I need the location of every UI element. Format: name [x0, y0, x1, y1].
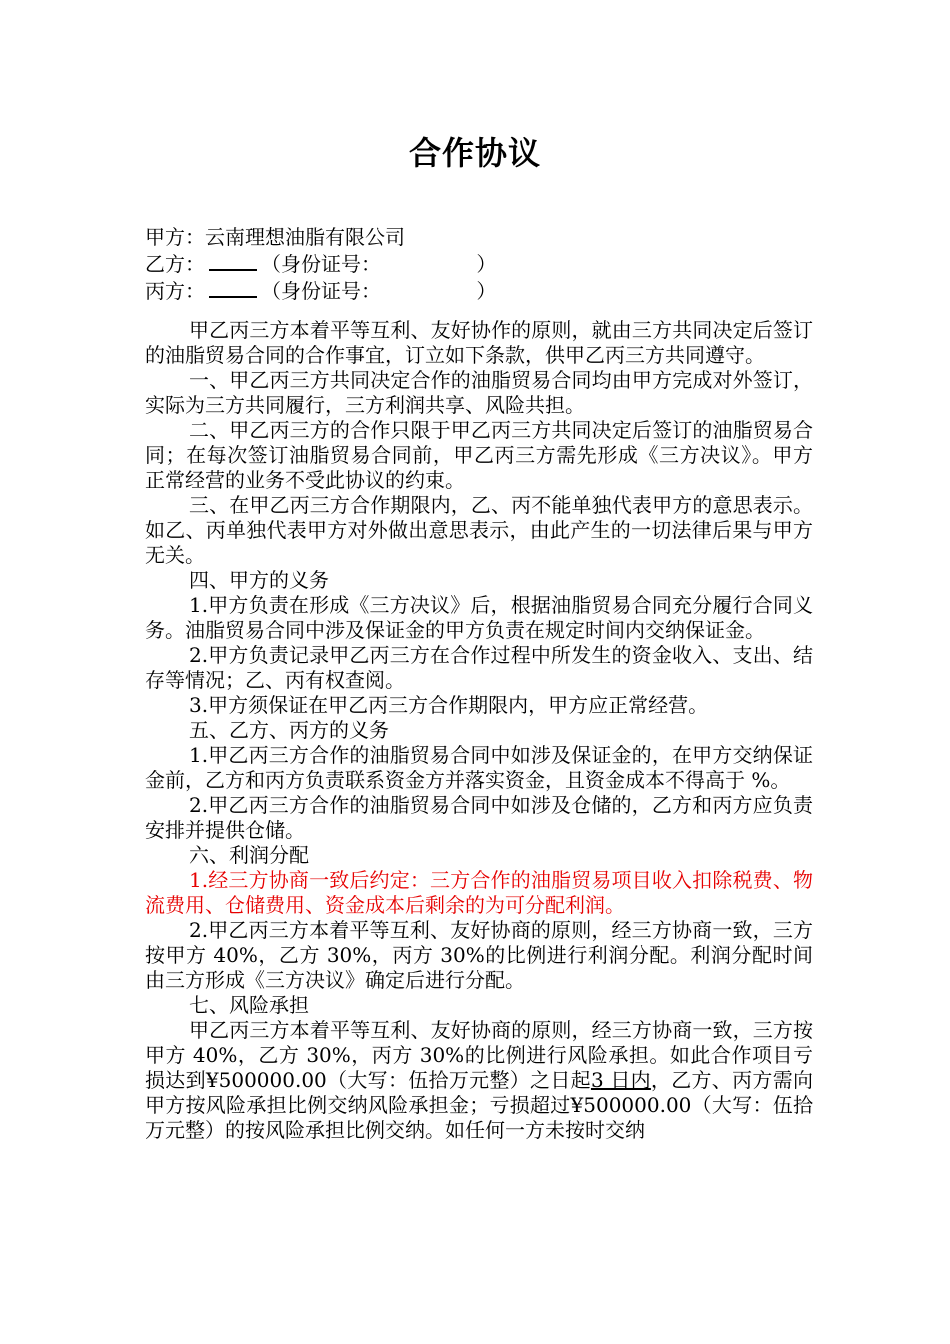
intro-paragraph: 甲乙丙三方本着平等互利、友好协作的原则，就由三方共同决定后签订的油脂贸易合同的合作事宜，订立如下条款，供甲乙丙三方共同遵守。: [145, 318, 813, 367]
clause-7-text-a: 甲乙丙三方本着平等互利、友好协商的原则，经三方协商一致，三方按甲方 40%，乙方 30%，丙方 30%的比例进行风险承担。如此合作项目亏损达到¥500000.00（大写：伍拾万元整）之日起: [145, 1018, 813, 1092]
clause-6-item-2: 2.甲乙丙三方本着平等互利、友好协商的原则，经三方协商一致，三方按甲方 40%，乙方 30%，丙方 30%的比例进行利润分配。利润分配时间由三方形成《三方决议》确定后进行分配。: [145, 918, 813, 992]
clause-5-heading: 五、乙方、丙方的义务: [189, 718, 389, 742]
party-b-label: 乙方：: [145, 252, 205, 276]
party-b-id: （身份证号： ）: [261, 252, 497, 276]
parties-block: [145, 224, 815, 304]
document-body: [145, 318, 813, 1143]
party-b: [145, 250, 815, 277]
party-c-id: （身份证号： ）: [261, 279, 497, 303]
clause-7-text-b: ，乙方、丙方需向甲方按风险承担比例交纳风险承担金；亏损超过¥500000.00（大写：伍拾万元整）的按风险承担比例交纳。如任何一方未按时交纳: [145, 1068, 813, 1142]
party-a: [145, 224, 815, 250]
party-c-name-blank: [209, 277, 257, 298]
document-title: 合作协议: [408, 134, 541, 172]
clause-3: 三、在甲乙丙三方合作期限内，乙、丙不能单独代表甲方的意思表示。如乙、丙单独代表甲方对外做出意思表示，由此产生的一切法律后果与甲方无关。: [145, 493, 813, 567]
clause-7-item-1: [145, 1018, 813, 1143]
clause-5-item-1: 1.甲乙丙三方合作的油脂贸易合同中如涉及保证金的，在甲方交纳保证金前，乙方和丙方负责联系资金方并落实资金，且资金成本不得高于 %。: [145, 743, 813, 792]
party-c-label: 丙方：: [145, 279, 205, 303]
party-b-name-blank: [209, 250, 257, 271]
clause-4-item-2: 2.甲方负责记录甲乙丙三方在合作过程中所发生的资金收入、支出、结存等情况；乙、丙有权查阅。: [145, 643, 813, 692]
clause-4-item-1: 1.甲方负责在形成《三方决议》后，根据油脂贸易合同充分履行合同义务。油脂贸易合同中涉及保证金的甲方负责在规定时间内交纳保证金。: [145, 593, 813, 642]
party-a-name: 云南理想油脂有限公司: [205, 225, 405, 249]
clause-4-heading: 四、甲方的义务: [189, 568, 329, 592]
clause-5-item-2: 2.甲乙丙三方合作的油脂贸易合同中如涉及仓储的，乙方和丙方应负责安排并提供仓储。: [145, 793, 813, 842]
clause-1: 一、甲乙丙三方共同决定合作的油脂贸易合同均由甲方完成对外签订，实际为三方共同履行，三方利润共享、风险共担。: [145, 368, 813, 417]
party-a-label: 甲方：: [145, 225, 205, 249]
clause-4-item-3: 3.甲方须保证在甲乙丙三方合作期限内，甲方应正常经营。: [189, 693, 709, 717]
clause-6-heading: 六、利润分配: [189, 843, 309, 867]
party-c: [145, 277, 815, 304]
clause-2: 二、甲乙丙三方的合作只限于甲乙丙三方共同决定后签订的油脂贸易合同；在每次签订油脂贸易合同前，甲乙丙三方需先形成《三方决议》。甲方正常经营的业务不受此协议的约束。: [145, 418, 813, 492]
clause-6-item-1-highlighted: 1.经三方协商一致后约定：三方合作的油脂贸易项目收入扣除税费、物流费用、仓储费用、资金成本后剩余的为可分配利润。: [145, 868, 813, 917]
clause-7-deadline-underlined: 3 日内: [590, 1068, 651, 1092]
clause-7-heading: 七、风险承担: [189, 993, 309, 1017]
